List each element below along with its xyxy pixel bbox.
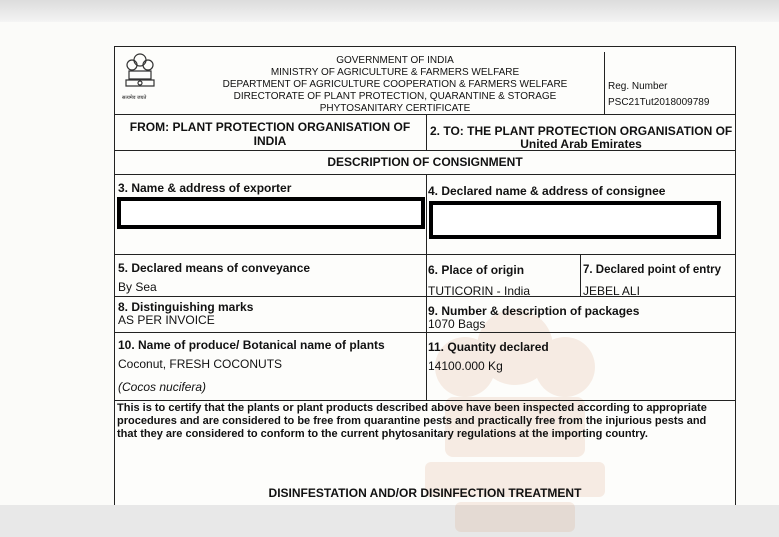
conveyance-label: 5. Declared means of conveyance: [118, 261, 311, 275]
consignee-redaction: [429, 201, 721, 239]
origin-value: TUTICORIN - India: [428, 284, 531, 298]
marks-value: AS PER INVOICE: [118, 313, 215, 327]
marks-label: 8. Distinguishing marks: [118, 300, 254, 314]
origin-label: 6. Place of origin: [428, 263, 525, 277]
to-line-2: United Arab Emirates: [520, 137, 642, 151]
botanical-value: (Cocos nucifera): [118, 380, 207, 394]
reg-number-value: PSC21Tut2018009789: [608, 97, 710, 108]
header-department: DEPARTMENT OF AGRICULTURE COOPERATION & FARMERS WELFARE: [222, 79, 568, 90]
viewer-top-bar: [0, 0, 779, 22]
conveyance-value: By Sea: [118, 280, 157, 294]
consignee-label: 4. Declared name & address of consignee: [428, 184, 666, 198]
from-line-1: FROM: PLANT PROTECTION ORGANISATION OF: [129, 120, 411, 134]
from-line-2: INDIA: [253, 134, 287, 148]
packages-label: 9. Number & description of packages: [428, 304, 640, 318]
national-emblem-icon: [123, 51, 157, 99]
emblem-caption: सत्यमेव जयते: [122, 95, 147, 101]
exporter-redaction: [117, 197, 425, 229]
reg-number-label: Reg. Number: [608, 81, 668, 92]
quantity-value: 14100.000 Kg: [428, 359, 503, 373]
to-line-1: 2. TO: THE PLANT PROTECTION ORGANISATION OF: [430, 124, 733, 138]
entry-point-label: 7. Declared point of entry: [583, 264, 722, 276]
header-ministry: MINISTRY OF AGRICULTURE & FARMERS WELFARE: [270, 67, 520, 78]
certification-statement: This is to certify that the plants or plant products described above have been inspected according to appropriate procedures and are considered to be free from quarantine pests and practically free from the injurious pests and that they are considered to conform to the current phytosanitary regulations at the importing country.: [117, 402, 707, 440]
treatment-title: DISINFESTATION AND/OR DISINFECTION TREATMENT: [268, 486, 582, 500]
quantity-label: 11. Quantity declared: [428, 340, 549, 354]
header-directorate: DIRECTORATE OF PLANT PROTECTION, QUARANTINE & STORAGE: [233, 91, 557, 102]
exporter-label: 3. Name & address of exporter: [118, 181, 292, 195]
phytosanitary-certificate: [114, 46, 736, 505]
header-certificate-title: PHYTOSANITARY CERTIFICATE: [319, 103, 471, 114]
produce-value: Coconut, FRESH COCONUTS: [118, 357, 283, 371]
packages-value: 1070 Bags: [428, 317, 486, 331]
entry-point-value: JEBEL ALI: [583, 284, 640, 298]
description-title: DESCRIPTION OF CONSIGNMENT: [327, 155, 523, 169]
header-government: GOVERNMENT OF INDIA: [336, 55, 454, 66]
produce-label: 10. Name of produce/ Botanical name of plants: [118, 338, 385, 352]
